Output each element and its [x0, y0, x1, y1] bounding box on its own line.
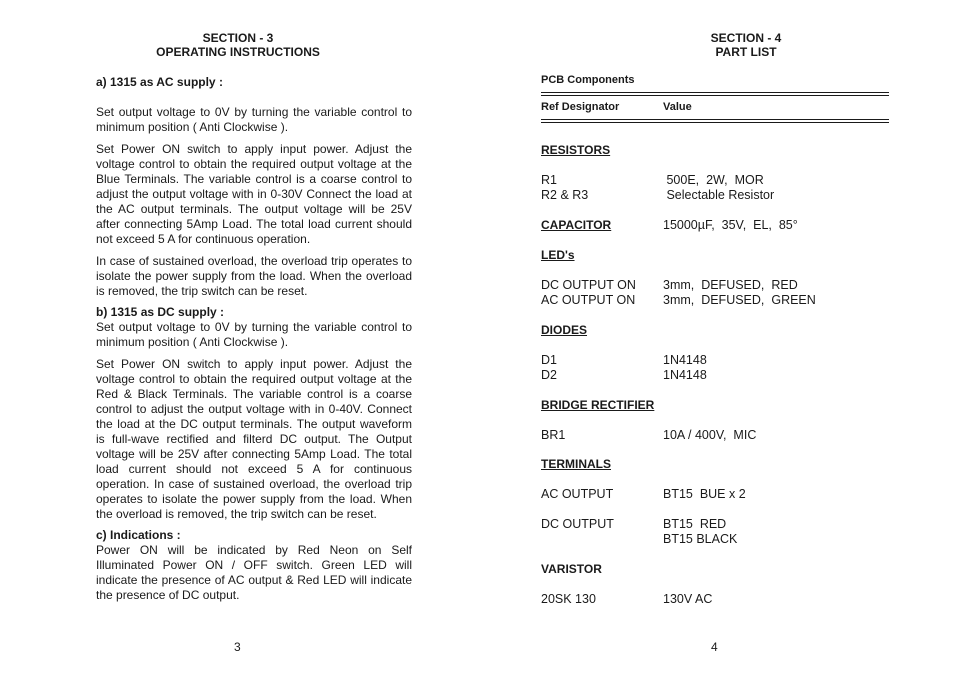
paragraph-ac-1: Set output voltage to 0V by turning the variable control to minimum position ( Anti Clockwise ).: [96, 105, 412, 134]
section-4-title: PART LIST: [715, 45, 777, 59]
paragraph-dc-2: Set Power ON switch to apply input power. Adjust the voltage control to obtain the required output voltage at the Red & Black Terminals. The variable control is a coarse control to adjust the output voltage with in 0-40V. Connect the load at the DC output terminals. The output waveform is full-wave rectified and filterd DC output. The Output voltage will be 25V after connecting 5Amp Load. The total load current should not exceed 5 A for continuous operation. In case of sustained overload, the overload trip operates to isolate the power supply from the load. When the overload is removed, the trip switch can be reset.: [96, 357, 412, 521]
part-value: 1N4148: [663, 368, 707, 382]
section-3-number: SECTION - 3: [202, 31, 274, 45]
double-rule-top-1: [541, 92, 889, 93]
ref-designator: DC OUTPUT ON: [541, 278, 636, 292]
category-resistors: RESISTORS: [541, 143, 611, 157]
paragraph-indications: Power ON will be indicated by Red Neon on Self Illuminated Power ON / OFF switch. Green LED will indicate the presence of AC output & Red LED will indicate the presence of DC output.: [96, 543, 412, 602]
section-4-number: SECTION - 4: [710, 31, 782, 45]
category-varistor: VARISTOR: [541, 562, 602, 576]
category-bridge-rectifier: BRIDGE RECTIFIER: [541, 398, 655, 412]
ref-designator: AC OUTPUT: [541, 487, 614, 501]
double-rule-bottom-1: [541, 119, 889, 120]
paragraph-ac-3: In case of sustained overload, the overload trip operates to isolate the power supply from the load. When the overload is removed, the trip switch can be reset.: [96, 254, 412, 298]
ref-designator: R1: [541, 173, 557, 187]
column-header-ref: Ref Designator: [541, 101, 620, 113]
double-rule-bottom-2: [541, 122, 889, 123]
part-value: Selectable Resistor: [663, 188, 775, 202]
part-value: BT15 BUE x 2: [663, 487, 746, 501]
ref-designator: DC OUTPUT: [541, 517, 614, 531]
part-value: 3mm, DEFUSED, RED: [663, 278, 798, 292]
column-header-value: Value: [663, 101, 692, 113]
part-value: BT15 BLACK: [663, 532, 738, 546]
category-terminals: TERMINALS: [541, 457, 611, 471]
section-4-heading: [541, 31, 951, 59]
section-3-heading: [96, 31, 380, 59]
category-diodes: DIODES: [541, 323, 588, 337]
paragraph-dc-1: Set output voltage to 0V by turning the variable control to minimum position ( Anti Clockwise ).: [96, 320, 412, 349]
ref-designator: D1: [541, 353, 557, 367]
subheading-ac-supply: a) 1315 as AC supply :: [96, 75, 223, 89]
page-number: 4: [711, 640, 718, 654]
category-capacitor: CAPACITOR: [541, 218, 612, 232]
category-leds: LED's: [541, 248, 575, 262]
part-value: 500E, 2W, MOR: [663, 173, 764, 187]
part-value: 1N4148: [663, 353, 707, 367]
part-value: 3mm, DEFUSED, GREEN: [663, 293, 816, 307]
ref-designator: BR1: [541, 428, 566, 442]
double-rule-top-2: [541, 95, 889, 96]
ref-designator: R2 & R3: [541, 188, 589, 202]
page-4: [477, 0, 954, 675]
ref-designator: D2: [541, 368, 557, 382]
ref-designator: 20SK 130: [541, 592, 596, 606]
part-value: 15000µF, 35V, EL, 85°: [663, 218, 798, 232]
subheading-indications: c) Indications :: [96, 528, 181, 542]
paragraph-ac-2: Set Power ON switch to apply input power. Adjust the voltage control to obtain the required output voltage at the Blue Terminals. The variable control is a coarse control to adjust the output voltage with in 0-30V Connect the load at the AC output terminals. The output voltage will be 25V after connecting 5Amp Load. The total load current should not exceed 5 A for continuous operation.: [96, 142, 412, 246]
pcb-components-label: PCB Components: [541, 74, 635, 86]
part-value: BT15 RED: [663, 517, 727, 531]
ref-designator: AC OUTPUT ON: [541, 293, 636, 307]
page-number: 3: [234, 640, 241, 654]
part-value: 10A / 400V, MIC: [663, 428, 757, 442]
section-3-title: OPERATING INSTRUCTIONS: [156, 45, 320, 59]
part-value: 130V AC: [663, 592, 713, 606]
subheading-dc-supply: b) 1315 as DC supply :: [96, 305, 225, 319]
